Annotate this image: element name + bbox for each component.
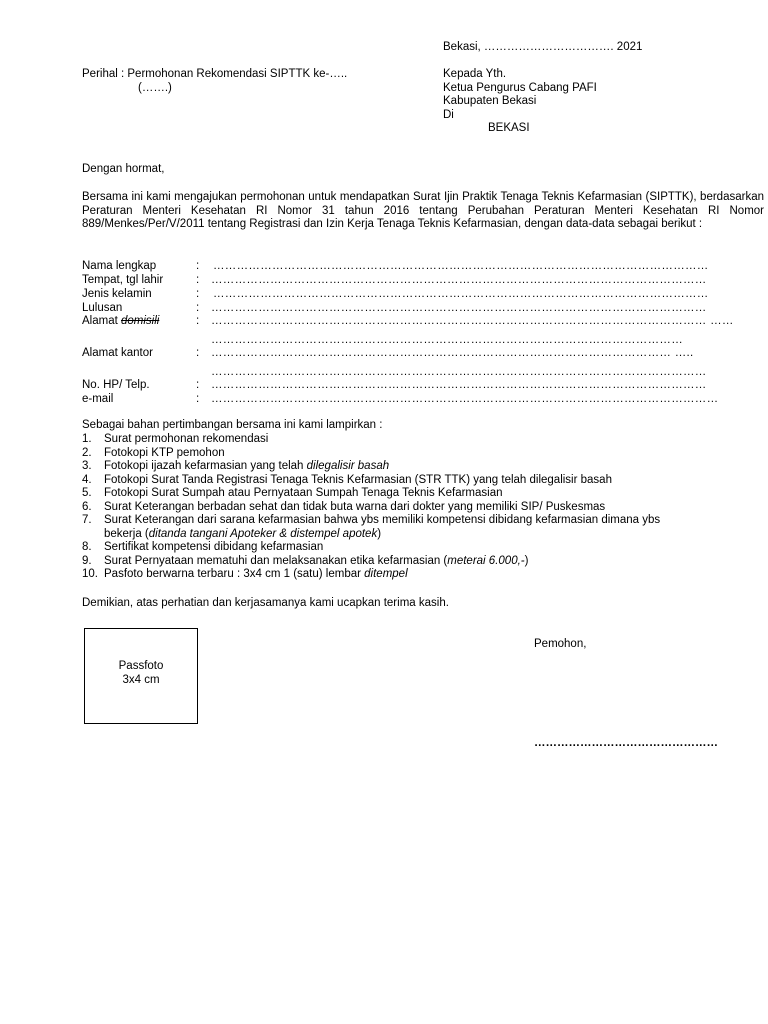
- recipient-line: Ketua Pengurus Cabang PAFI: [443, 81, 597, 94]
- photo-box: [84, 628, 198, 724]
- perihal-line-2: (…….): [138, 81, 172, 94]
- recipient-line: Kepada Yth.: [443, 68, 507, 80]
- field-dots-lulusan: ………………………………………………………………………………………………………………: [211, 302, 707, 314]
- list-item-number: 1.: [82, 433, 92, 445]
- field-colon: :: [196, 315, 200, 327]
- field-colon: :: [196, 347, 200, 359]
- list-item: [82, 541, 764, 555]
- field-dots-alamat-2: …………………………………………………………………………………………………………: [211, 334, 683, 346]
- list-item: [82, 433, 764, 447]
- field-dots-tempat: ………………………………………………………………………………………………………………: [211, 274, 707, 286]
- list-item-text: Fotokopi ijazah kefarmasian yang telah: [104, 460, 307, 472]
- list-item-number: 3.: [82, 460, 92, 472]
- date-line: Bekasi, ……………………………. 2021: [443, 41, 643, 53]
- list-item: [82, 487, 764, 501]
- list-item-italic: ditempel: [364, 568, 408, 580]
- field-label-alamat-prefix: Alamat: [82, 315, 118, 327]
- list-item-text: Sertifikat kompetensi dibidang kefarmasian: [104, 541, 324, 553]
- intro-paragraph: Bersama ini kami mengajukan permohonan untuk mendapatkan Surat Ijin Praktik Tenaga Teknis Kefarmasian (SIPTTK), berdasarkan Peraturan Menteri Kesehatan RI Nomor 31 tahun 2016 tentang Perubahan Peraturan Menteri Kesehatan RI Nomor 889/Menkes/Per/V/2011 tentang Registrasi dan Izin Kerja Tenaga Teknis Kefarmasian, dengan data-data sebagai berikut :: [82, 191, 764, 230]
- list-item-text: Surat Pernyataan mematuhi dan melaksanakan etika kefarmasian (: [104, 554, 448, 567]
- list-item-number: 5.: [82, 487, 92, 499]
- field-dots-kantor-1: ……………………………………………………………………………………………………… …..: [211, 347, 694, 359]
- list-item-text: Fotokopi Surat Tanda Registrasi Tenaga Teknis Kefarmasian (STR TTK) yang telah dilegalisir basah: [104, 473, 612, 486]
- list-item: [82, 555, 764, 569]
- field-dots-kantor-2: ………………………………………………………………………………………………………………: [211, 366, 707, 378]
- field-colon: :: [196, 379, 200, 391]
- perihal-block: [82, 68, 347, 95]
- list-item-number: 10.: [82, 568, 98, 580]
- list-item-number: 6.: [82, 500, 92, 513]
- list-item-italic: dilegalisir basah: [306, 460, 390, 472]
- list-item: [82, 568, 764, 582]
- list-item-text: Surat Keterangan berbadan sehat dan tidak buta warna dari dokter yang memiliki SIP/ Puskesmas: [104, 500, 606, 513]
- field-colon: :: [196, 274, 200, 286]
- field-dots-alamat-1: ……………………………………………………………………………………………………………… ……: [211, 315, 734, 327]
- list-item: [82, 514, 764, 541]
- field-label-lulusan: Lulusan: [82, 302, 123, 314]
- field-dots-nama: ………………………………………………………………………………………………………………: [213, 260, 709, 272]
- list-item-text: Surat Keterangan dari sarana kefarmasian bahwa ybs memiliki kompetensi dibidang kefarmasian dimana ybs: [104, 514, 661, 526]
- list-item-continuation: [104, 528, 764, 542]
- list-item-number: 2.: [82, 446, 92, 459]
- signature-label: Pemohon,: [534, 638, 587, 650]
- list-item-text: Surat permohonan rekomendasi: [104, 433, 269, 445]
- field-label-jenis: Jenis kelamin: [82, 288, 152, 300]
- field-colon: :: [196, 302, 200, 314]
- recipient-line: Kabupaten Bekasi: [443, 95, 537, 107]
- field-label-nama: Nama lengkap: [82, 260, 157, 272]
- list-item-suffix: ): [524, 554, 529, 567]
- list-item-text: Pasfoto berwarna terbaru : 3x4 cm 1 (satu) lembar: [104, 568, 365, 580]
- closing-sentence: Demikian, atas perhatian dan kerjasamanya kami ucapkan terima kasih.: [82, 597, 449, 609]
- field-label-hp: No. HP/ Telp.: [82, 379, 150, 391]
- list-item-text: Fotokopi Surat Sumpah atau Pernyataan Sumpah Tenaga Teknis Kefarmasian: [104, 487, 503, 499]
- field-dots-email: …………………………………………………………………………………………………………………: [211, 393, 719, 405]
- list-item-text: Fotokopi KTP pemohon: [104, 446, 225, 459]
- salutation: Dengan hormat,: [82, 163, 165, 175]
- recipient-block: [443, 68, 597, 136]
- list-item-cont-italic: ditanda tangani Apoteker & distempel apotek: [148, 527, 378, 540]
- list-item-number: 9.: [82, 554, 92, 567]
- list-item: [82, 447, 764, 461]
- field-label-kantor: Alamat kantor: [82, 347, 153, 359]
- field-colon: :: [196, 288, 200, 300]
- field-dots-jenis: ………………………………………………………………………………………………………………: [213, 288, 709, 300]
- list-item-number: 8.: [82, 541, 92, 553]
- list-item: [82, 460, 764, 474]
- field-label-email: e-mail: [82, 393, 114, 405]
- field-label-alamat-strike: domisili: [121, 315, 160, 327]
- field-dots-hp: ………………………………………………………………………………………………………………: [211, 379, 707, 391]
- field-label-tempat: Tempat, tgl lahir: [82, 274, 164, 286]
- field-colon: :: [196, 393, 200, 405]
- photo-size: 3x4 cm: [122, 673, 160, 686]
- photo-label: Passfoto: [118, 660, 164, 672]
- list-item-number: 7.: [82, 514, 92, 526]
- attachments-heading: Sebagai bahan pertimbangan bersama ini kami lampirkan :: [82, 419, 383, 431]
- list-item-italic: meterai 6.000,-: [447, 554, 525, 567]
- list-item-cont-suffix: ): [377, 527, 382, 540]
- list-item-cont-prefix: bekerja (: [104, 527, 149, 540]
- photo-placeholder-text: [85, 660, 197, 687]
- recipient-line: Di: [443, 108, 454, 121]
- perihal-line-1: Perihal : Permohonan Rekomendasi SIPTTK ke-…..: [82, 68, 348, 80]
- list-item: [82, 501, 764, 515]
- attachments-list: [82, 433, 764, 582]
- signature-line: …………………………………………: [534, 737, 718, 749]
- recipient-city: BEKASI: [488, 122, 530, 134]
- list-item-number: 4.: [82, 473, 92, 486]
- list-item: [82, 474, 764, 488]
- field-colon: :: [196, 260, 200, 272]
- field-label-alamat: [82, 315, 159, 329]
